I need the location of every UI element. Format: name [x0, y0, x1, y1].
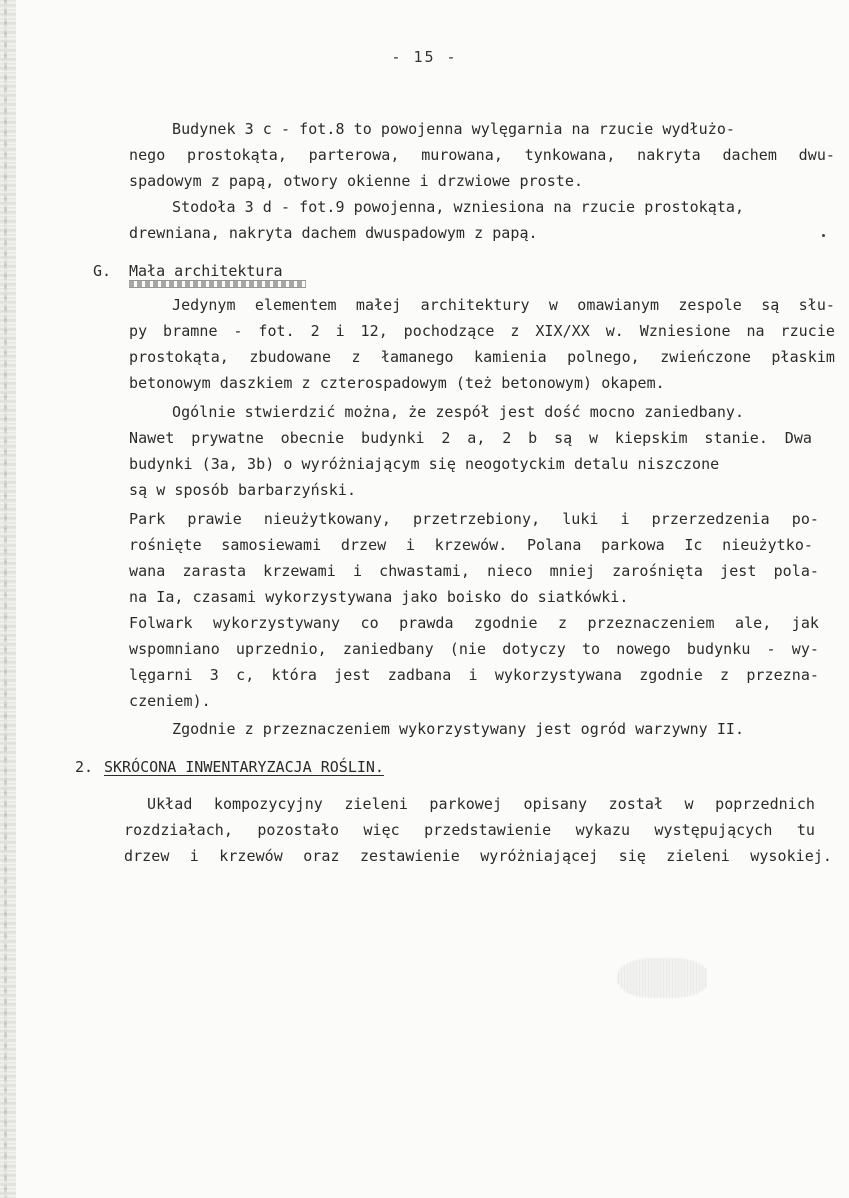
text-line: prostokąta, zbudowane z łamanego kamienia polnego, zwieńczone płaskim: [129, 348, 835, 366]
text-line: Stodoła 3 d - fot.9 powojenna, wzniesiona na rzucie prostokąta,: [172, 198, 745, 216]
page-number: - 15 -: [391, 48, 458, 66]
section-marker: G.: [93, 262, 112, 280]
text-line: są w sposób barbarzyński.: [129, 481, 357, 499]
text-line: lęgarni 3 c, która jest zadbana i wykorzystywana zgodnie z przezna-: [129, 666, 819, 684]
text-line: py bramne - fot. 2 i 12, pochodzące z XIX/XX w. Wzniesione na rzucie: [129, 322, 835, 340]
text-line: czeniem).: [129, 692, 211, 710]
text-line: Układ kompozycyjny zieleni parkowej opisany został w poprzednich: [147, 795, 815, 813]
binding-edge: [0, 0, 16, 1198]
ink-speck: [822, 234, 825, 237]
binding-edge-shadow: [4, 0, 7, 1198]
faded-stamp-mark: [618, 958, 708, 998]
text-line: budynki (3a, 3b) o wyróżniającym się neogotyckim detalu niszczone: [129, 455, 720, 473]
text-line: betonowym daszkiem z czterospadowym (też betonowym) okapem.: [129, 374, 665, 392]
text-line: na Ia, czasami wykorzystywana jako boisko do siatkówki.: [129, 588, 629, 606]
text-line: wana zarasta krzewami i chwastami, nieco mniej zarośnięta jest pola-: [129, 562, 819, 580]
text-line: Jedynym elementem małej architektury w omawianym zespole są słu-: [172, 296, 835, 314]
text-line: Nawet prywatne obecnie budynki 2 a, 2 b są w kiepskim stanie. Dwa: [129, 429, 812, 447]
text-line: rośnięte samosiewami drzew i krzewów. Polana parkowa Ic nieużytko-: [129, 536, 813, 554]
text-line: wspomniano uprzednio, zaniedbany (nie dotyczy to nowego budynku - wy-: [129, 640, 819, 658]
text-line: drewniana, nakryta dachem dwuspadowym z papą.: [129, 224, 538, 242]
text-line: Zgodnie z przeznaczeniem wykorzystywany jest ogród warzywny II.: [172, 720, 745, 738]
text-line: rozdziałach, pozostało więc przedstawienie wykazu występujących tu: [124, 821, 815, 839]
section-heading: SKRÓCONA INWENTARYZACJA ROŚLIN.: [104, 758, 384, 776]
text-line: Ogólnie stwierdzić można, że zespół jest dość mocno zaniedbany.: [172, 403, 745, 421]
heading-double-underline: [129, 280, 306, 288]
text-line: Park prawie nieużytkowany, przetrzebiony, luki i przerzedzenia po-: [129, 510, 819, 528]
section-heading: Mała architektura: [129, 262, 283, 280]
text-line: nego prostokąta, parterowa, murowana, tynkowana, nakryta dachem dwu-: [129, 146, 835, 164]
text-line: drzew i krzewów oraz zestawienie wyróżniającej się zieleni wysokiej.: [124, 847, 832, 865]
text-line: spadowym z papą, otwory okienne i drzwiowe proste.: [129, 172, 584, 190]
text-line: Budynek 3 c - fot.8 to powojenna wylęgarnia na rzucie wydłużo-: [172, 120, 736, 138]
text-line: Folwark wykorzystywany co prawda zgodnie z przeznaczeniem ale, jak: [129, 614, 819, 632]
section-marker: 2.: [75, 758, 94, 776]
